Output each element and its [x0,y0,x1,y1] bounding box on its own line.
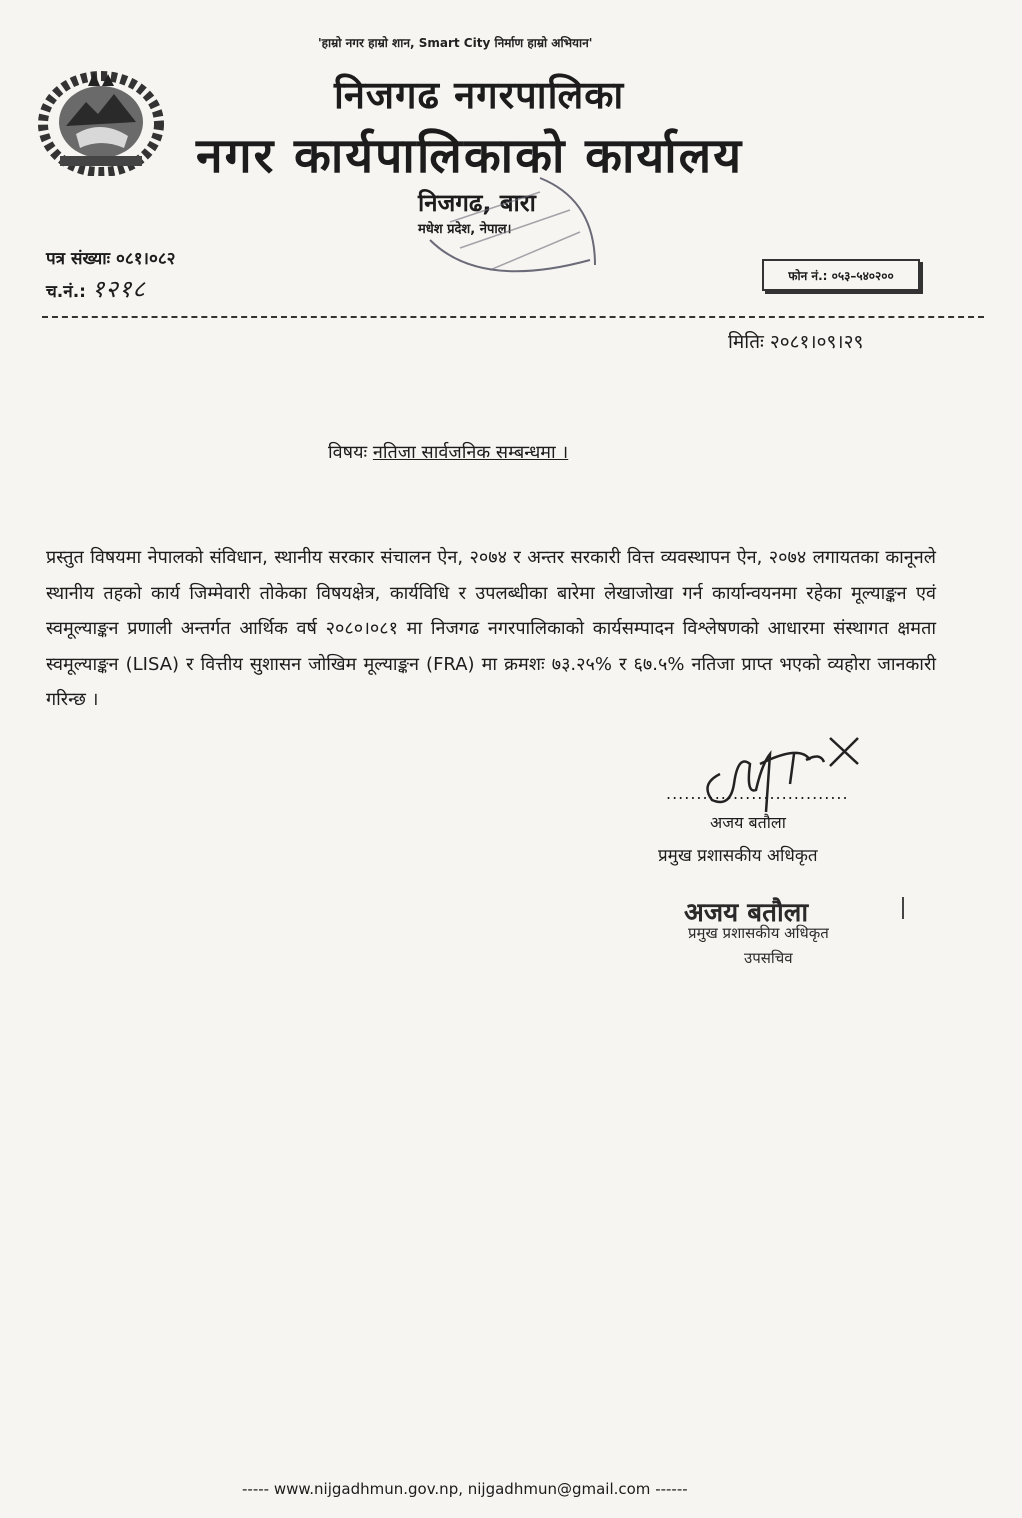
dispatch-number-value: १२१८ [91,275,146,303]
letter-subject [328,440,568,464]
official-round-stamp-icon [420,170,610,300]
letter-number [46,246,176,269]
subject-text: नतिजा सार्वजनिक सम्बन्धमा । [372,442,569,463]
header-divider [42,316,984,318]
dispatch-number [46,272,146,305]
office-province: मधेश प्रदेश, नेपाल। [418,222,512,237]
dispatch-number-label: च.नं.: [46,282,86,302]
slogan: 'हाम्रो नगर हाम्रो शान, Smart City निर्माण हाम्रो अभियान' [318,36,593,50]
subject-label: विषयः [328,442,368,463]
phone-box: फोन नं.: ०५३–५४०२०० [762,259,920,291]
signatory-name: अजय बतौला [710,813,786,832]
nepal-emblem-icon [36,64,166,176]
letter-body: प्रस्तुत विषयमा नेपालको संविधान, स्थानीय सरकार संचालन ऐन, २०७४ र अन्तर सरकारी वित्त व्यवस्थापन ऐन, २०७४ लगायतका कानूनले स्थानीय तहको कार्य जिम्मेवारी तोकेका विषयक्षेत्र, कार्यविधि र उपलब्धीका बारेमा लेखाजोखा गर्न कार्यान्वयनमा रहेका मूल्याङ्कन एवं स्वमूल्याङ्कन प्रणाली अन्तर्गत आर्थिक वर्ष २०८०।०८१ मा निजगढ नगरपालिकाको कार्यसम्पादन विश्लेषणको आधारमा संस्थागत क्षमता स्वमूल्याङ्कन (LISA) र वित्तीय सुशासन जोखिम मूल्याङ्कन (FRA) मा क्रमशः ७३.२५% र ६७.५% नतिजा प्राप्त भएको व्यहोरा जानकारी गरिन्छ । [46,547,936,710]
office-name: नगर कार्यपालिकाको कार्यालय [196,128,744,184]
signature-line: .............................. [666,784,849,803]
office-location: निजगढ, बारा [418,189,536,217]
name-stamp-title: प्रमुख प्रशासकीय अधिकृत [688,924,829,942]
letter-date: मितिः २०८१।०९।२९ [728,331,864,353]
name-stamp-bar [902,897,904,919]
letter-number-value: ०८१।०८२ [116,249,176,269]
municipality-name: निजगढ नगरपालिका [334,73,625,117]
name-stamp-rank: उपसचिव [744,949,793,967]
footer-contact: ----- www.nijgadhmun.gov.np, nijgadhmun@gmail.com ------ [242,1480,688,1498]
signatory-title: प्रमुख प्रशासकीय अधिकृत [658,846,818,866]
letter-number-label: पत्र संख्याः [46,249,111,269]
name-stamp-name: अजय बतौला [684,898,809,928]
